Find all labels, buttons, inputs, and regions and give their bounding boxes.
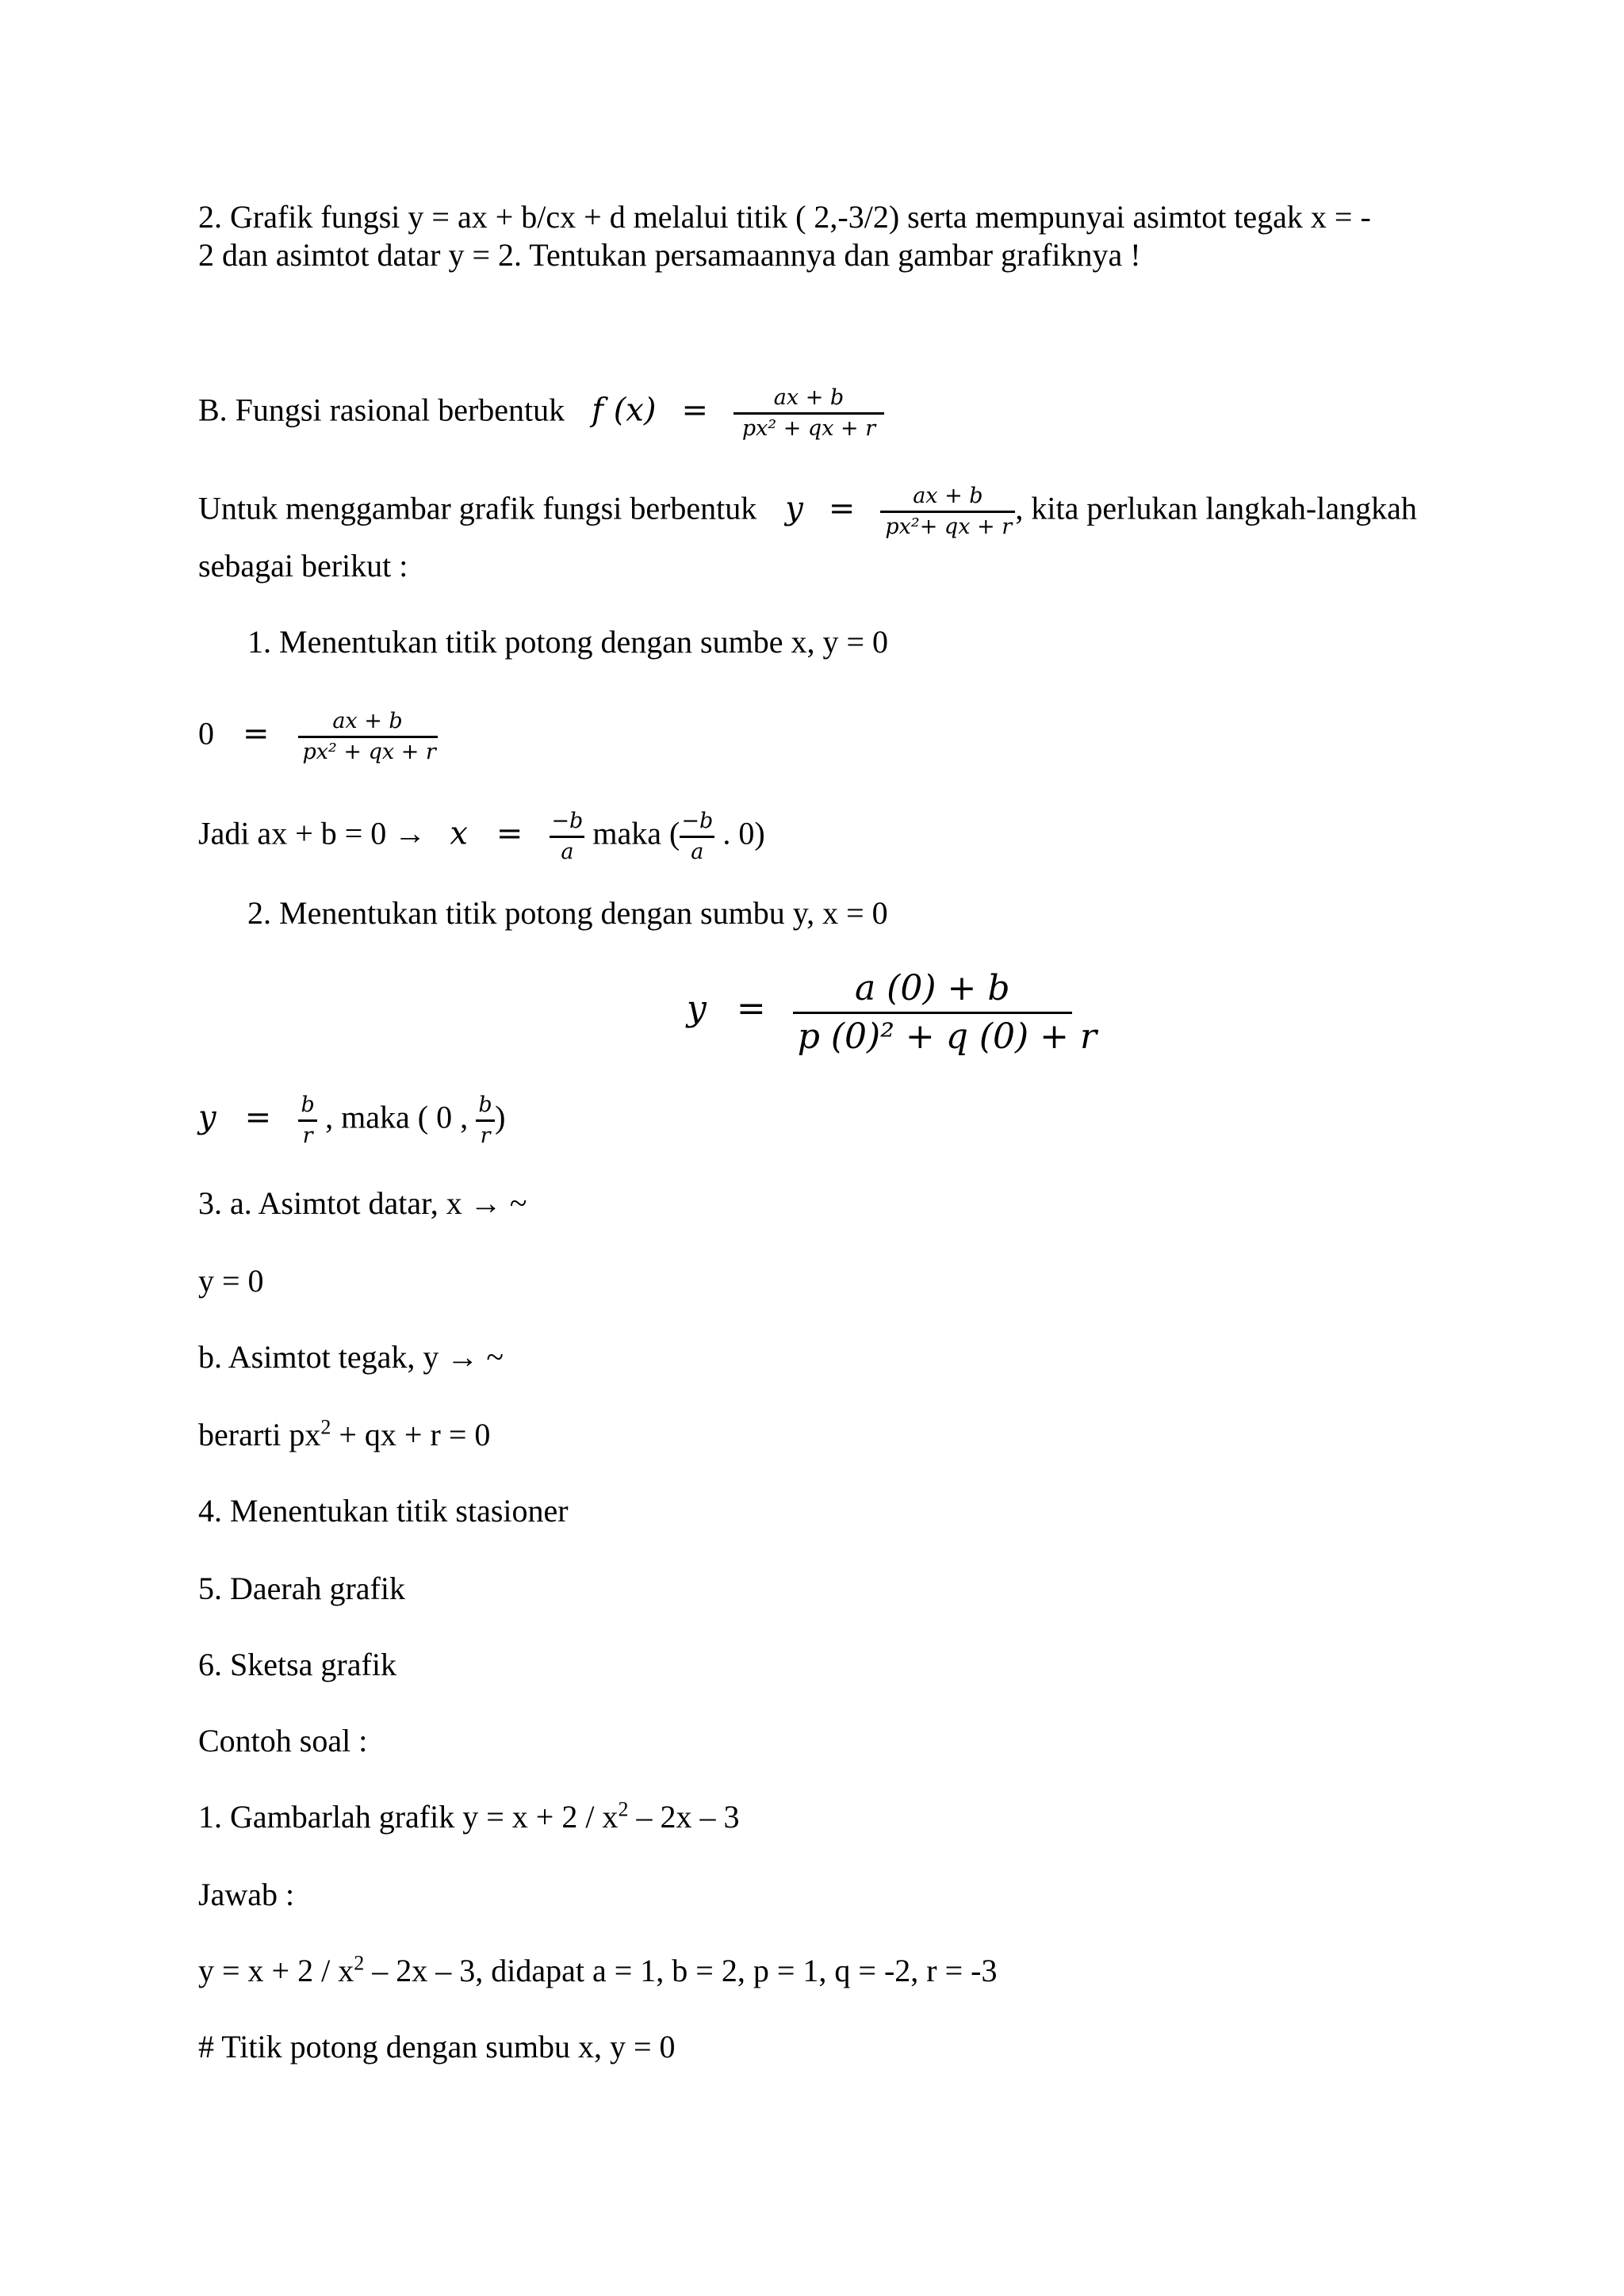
step2-result-y: y (198, 1099, 216, 1136)
step1-fraction-point-num: −b (681, 809, 714, 833)
step1-fraction-point-den: a (691, 840, 704, 864)
berarti-text-b: + qx + r = 0 (331, 1417, 491, 1452)
step1-equals: = (243, 715, 270, 752)
step1-denominator: px² + qx + r (302, 740, 436, 764)
step2-fraction (793, 966, 1097, 1060)
section-b-fraction (733, 384, 884, 443)
step2-result-fraction (298, 1091, 317, 1150)
step1-jadi-line (198, 807, 765, 867)
step2-point-fraction-den: r (480, 1123, 491, 1148)
intro-text-2: , kita perlukan langkah-langkah (1015, 490, 1417, 526)
step2-equation (687, 966, 1097, 1060)
section-b-heading (198, 384, 884, 443)
intro-line1 (198, 482, 1417, 541)
section-b-denominator: px² + qx + r (741, 416, 876, 441)
berarti-line (198, 1416, 490, 1454)
didapat-text-b: – 2x – 3, didapat a = 1, b = 2, p = 1, q = -2, r = -3 (364, 1953, 998, 1988)
asimtot-tegak-line: b. Asimtot tegak, y → ~ (198, 1339, 504, 1375)
step2-result-fraction-num: b (301, 1093, 315, 1117)
daerah-grafik-line: 5. Daerah grafik (198, 1571, 405, 1606)
example1-exponent: 2 (618, 1797, 629, 1821)
step1-fraction-point (680, 807, 714, 867)
step1-jadi-prefix: Jadi ax + b = 0 → (198, 815, 427, 851)
jawab-line: Jawab : (198, 1877, 295, 1912)
titik-potong-x-line: # Titik potong dengan sumbu x, y = 0 (198, 2029, 676, 2064)
step1-point-end: . 0) (722, 815, 765, 851)
step2-y: y (687, 988, 707, 1029)
step1-fraction (298, 707, 438, 767)
section-b-numerator: ax + b (773, 385, 845, 410)
intro-equals: = (828, 490, 856, 527)
didapat-exponent: 2 (354, 1951, 365, 1975)
berarti-exponent: 2 (320, 1415, 331, 1439)
titik-stasioner-line: 4. Menentukan titik stasioner (198, 1493, 569, 1529)
intro-numerator: ax + b (913, 484, 983, 508)
section-b-label: B. Fungsi rasional berbentuk (198, 392, 565, 428)
sketsa-grafik-line: 6. Sketsa grafik (198, 1647, 396, 1682)
step1-x: x (450, 815, 468, 852)
intro-fraction (880, 482, 1015, 541)
didapat-line (198, 1952, 997, 1990)
step2-point-fraction-num: b (478, 1093, 492, 1117)
y-equals-zero-line: y = 0 (198, 1263, 264, 1299)
step1-lhs: 0 (198, 715, 214, 752)
intro-denominator: px²+ qx + r (885, 515, 1013, 539)
step2-maka: , maka ( 0 , (325, 1099, 469, 1135)
step2-point-fraction (476, 1091, 495, 1150)
step2-result-equals: = (244, 1099, 272, 1136)
step1-equals-2: = (496, 815, 523, 852)
example1-line (198, 1798, 739, 1836)
step1-numerator: ax + b (332, 709, 403, 733)
step1-equation (198, 707, 438, 767)
example1-text-b: – 2x – 3 (628, 1799, 740, 1835)
step1-fraction-x (550, 807, 584, 867)
section-b-equals: = (681, 392, 708, 429)
step1-fraction-x-num: −b (551, 809, 584, 833)
step2-close: ) (495, 1099, 506, 1135)
intro-line2: sebagai berikut : (198, 548, 408, 584)
intro-text-1: Untuk menggambar grafik fungsi berbentuk (198, 490, 757, 526)
example1-text-a: 1. Gambarlah grafik y = x + 2 / x (198, 1799, 619, 1835)
step1-heading: 1. Menentukan titik potong dengan sumbe x, y = 0 (247, 624, 889, 660)
step1-fraction-x-den: a (561, 840, 574, 864)
step2-numerator: a (0) + b (854, 968, 1010, 1008)
step2-result-line (198, 1091, 505, 1150)
berarti-text-a: berarti px (198, 1417, 321, 1452)
problem2-line2: 2 dan asimtot datar y = 2. Tentukan persamaannya dan gambar grafiknya ! (198, 237, 1141, 273)
section-b-fx: f (x) (592, 392, 657, 429)
contoh-soal-line: Contoh soal : (198, 1723, 368, 1758)
step2-heading: 2. Menentukan titik potong dengan sumbu y, x = 0 (247, 895, 888, 931)
asimtot-datar-line: 3. a. Asimtot datar, x → ~ (198, 1185, 527, 1221)
step2-result-fraction-den: r (302, 1123, 313, 1148)
step1-maka: maka ( (592, 815, 680, 851)
intro-y: y (785, 490, 803, 527)
didapat-text-a: y = x + 2 / x (198, 1953, 354, 1988)
step2-denominator: p (0)² + q (0) + r (797, 1016, 1097, 1057)
step2-equals: = (736, 988, 766, 1029)
problem2-line1: 2. Grafik fungsi y = ax + b/cx + d melalui titik ( 2,-3/2) serta mempunyai asimtot tegak x = - (198, 199, 1371, 235)
